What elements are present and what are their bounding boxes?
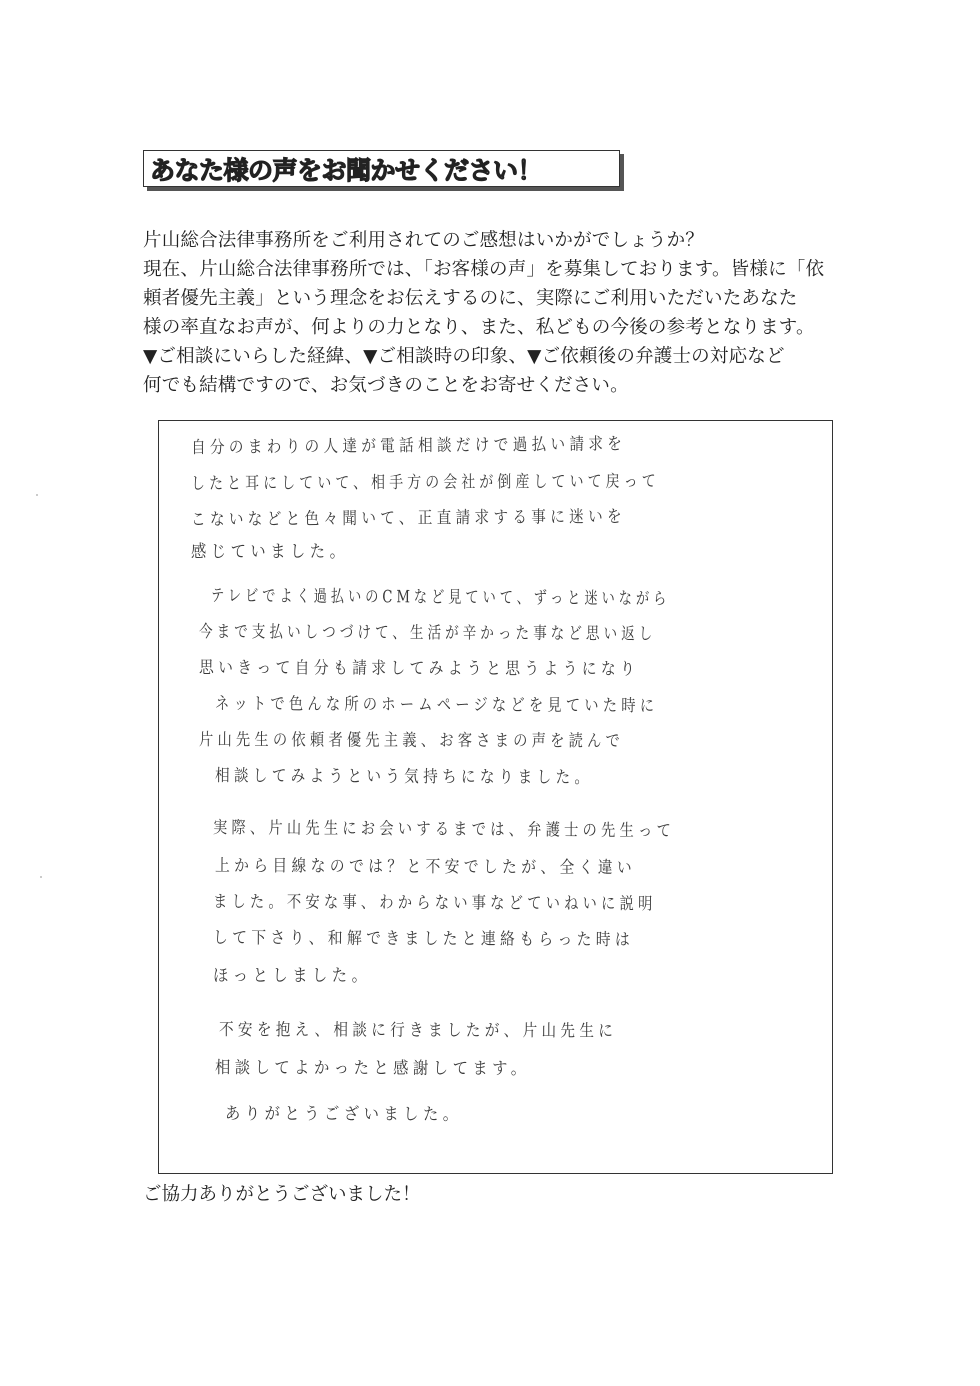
handwritten-line: 不安を抱え、相談に行きましたが、片山先生に (218, 1020, 618, 1042)
intro-line: 片山総合法律事務所をご利用されてのご感想はいかがでしょうか？ (143, 230, 705, 251)
handwritten-line: ネットで色んな所のホームページなどを見ていた時に (214, 694, 659, 717)
handwritten-line: 感じていました。 (191, 542, 350, 562)
intro-line: 頼者優先主義」という理念をお伝えするのに、実際にご利用いただいたあなた (143, 288, 798, 309)
handwritten-line: 実際、片山先生にお会いするまでは、弁護士の先生って (212, 818, 676, 842)
handwritten-line: して下さり、和解できましたと連絡もらった時は (212, 928, 635, 951)
handwritten-line: したと耳にしていて、相手方の会社が倒産していて戻って (190, 471, 660, 494)
handwritten-line: 上から目線なのでは？と不安でしたが、全く違い (214, 856, 637, 879)
intro-line: 様の率直なお声が、何よりの力となり、また、私どもの今後の参考となります。 (143, 317, 815, 338)
handwritten-line: ほっとしました。 (213, 966, 372, 986)
handwritten-line: テレビでよく過払いのCMなど見ていて、ずっと迷いながら (210, 586, 671, 610)
scan-speck (40, 876, 42, 878)
handwritten-line: 自分のまわりの人達が電話相談だけで過払い請求を (190, 434, 627, 458)
handwritten-line: ありがとうございました。 (224, 1104, 463, 1125)
title-banner (143, 150, 620, 187)
handwritten-line: 相談してよかったと感謝してます。 (214, 1058, 531, 1080)
intro-line: 何でも結構ですので、お気づきのことをお寄せください。 (143, 375, 629, 396)
handwritten-line: 片山先生の依頼者優先主義、お客さまの声を読んで (198, 730, 625, 752)
intro-line: ▼ご相談にいらした経緯、▼ご相談時の印象、▼ご依頼後の弁護士の対応など (143, 346, 785, 367)
intro-line: 現在、片山総合法律事務所では、「お客様の声」を募集しております。皆様に「依 (143, 259, 825, 280)
scan-speck (36, 494, 38, 496)
intro-text (143, 226, 843, 400)
handwritten-comment-box (158, 420, 833, 1174)
handwritten-line: 今まで支払いしつづけて、生活が辛かった事など思い返し (198, 622, 657, 645)
thank-you-footer: ご協力ありがとうございました！ (143, 1184, 421, 1205)
page-title: あなた様の声をお聞かせください！ (150, 155, 543, 185)
handwritten-line: 思いきって自分も請求してみようと思うようになり (198, 658, 640, 680)
handwritten-line: ました。不安な事、わからない事などていねいに説明 (212, 892, 657, 915)
handwritten-line: 相談してみようという気持ちになりました。 (214, 766, 594, 788)
handwritten-line: こないなどと色々聞いて、正直請求する事に迷いを (190, 506, 626, 530)
